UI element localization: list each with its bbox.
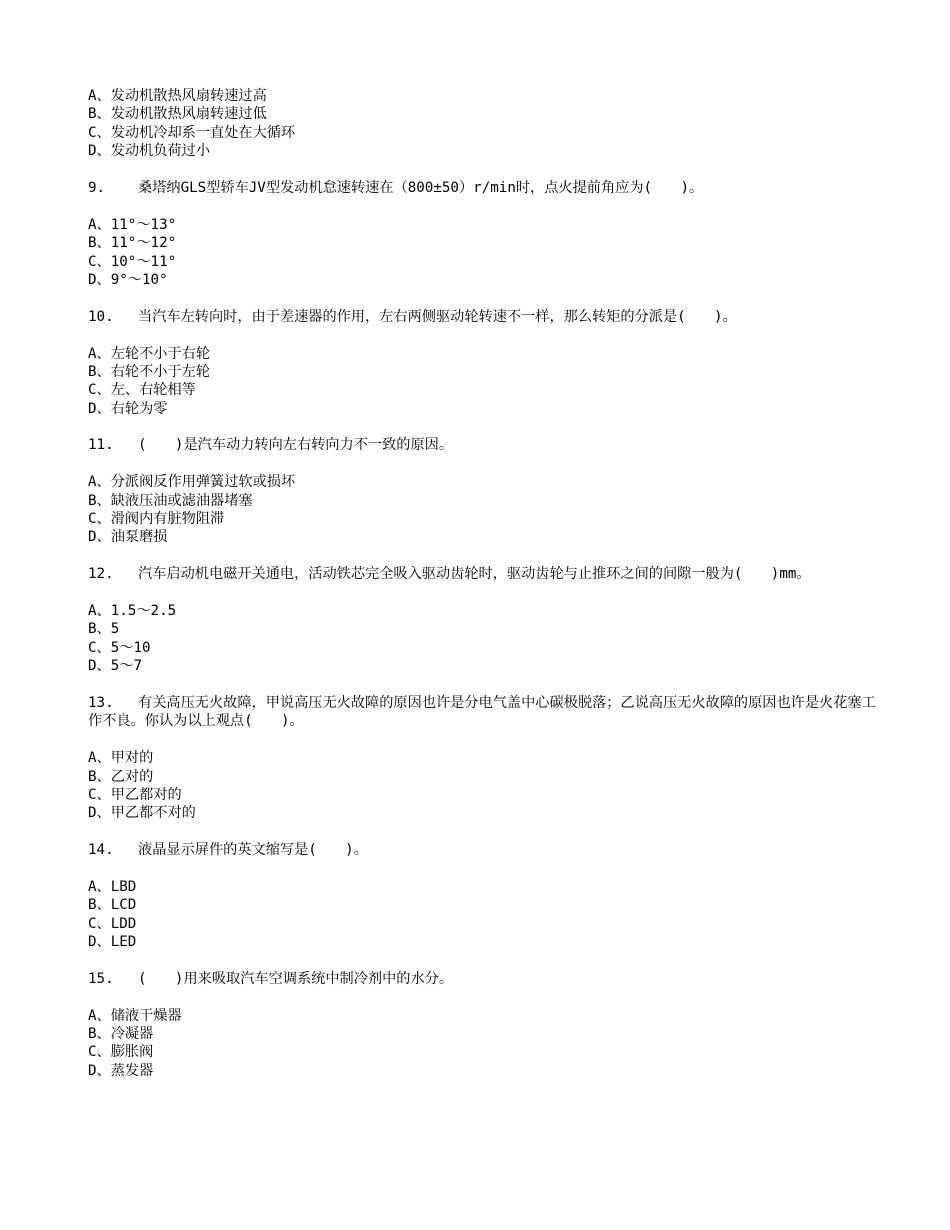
question-text: 汽车启动机电磁开关通电，活动铁芯完全吸入驱动齿轮时，驱动齿轮与止推环之间的间隙一般为( )mm。 (138, 566, 811, 583)
option-list (88, 473, 878, 547)
option-a: A、储液干燥器 (88, 1007, 182, 1024)
question-text: 有关高压无火故障，甲说高压无火故障的原因也许是分电气盖中心碳极脱落；乙说高压无火故障的原因也许是火花塞工 (138, 694, 876, 711)
option-b: B、乙对的 (88, 768, 154, 785)
question-text-continuation: 作不良。你认为以上观点( )。 (88, 713, 304, 730)
question-number: 13. (88, 694, 114, 711)
option-b: B、冷凝器 (88, 1026, 154, 1043)
option-c: C、10°～11° (88, 253, 177, 270)
option-a: A、分派阀反作用弹簧过软或损坏 (88, 474, 296, 491)
question-text: ( )用来吸取汽车空调系统中制冷剂中的水分。 (138, 970, 454, 987)
option-d: D、9°～10° (88, 271, 168, 288)
option-a: A、11°～13° (88, 216, 177, 233)
option-b: B、5 (88, 621, 120, 638)
question-text: ( )是汽车动力转向左右转向力不一致的原因。 (138, 437, 454, 454)
option-d: D、5～7 (88, 658, 142, 675)
question-number: 11. (88, 437, 114, 454)
option-list (88, 749, 878, 823)
option-d: D、油泵磨损 (88, 529, 168, 546)
question-15 (88, 970, 878, 988)
option-list (88, 345, 878, 419)
option-a: A、1.5～2.5 (88, 603, 177, 619)
option-a: A、左轮不小于右轮 (88, 345, 211, 362)
option-c: C、5～10 (88, 639, 151, 656)
question-9 (88, 179, 878, 197)
document-page (88, 87, 878, 1080)
question-number: 14. (88, 842, 114, 859)
question-13 (88, 694, 878, 712)
option-d: D、甲乙都不对的 (88, 805, 196, 822)
option-b: B、11°～12° (88, 235, 177, 252)
option-b: B、LCD (88, 897, 137, 914)
question-10 (88, 308, 878, 326)
question-12 (88, 565, 878, 583)
question-number: 9. (88, 179, 106, 196)
option-d: D、发动机负荷过小 (88, 143, 211, 160)
question-text: 当汽车左转向时，由于差速器的作用，左右两侧驱动轮转速不一样，那么转矩的分派是( )。 (138, 308, 737, 325)
option-d: D、蒸发器 (88, 1062, 154, 1079)
option-d: D、右轮为零 (88, 400, 168, 417)
question-number: 10. (88, 308, 114, 325)
option-d: D、LED (88, 934, 137, 951)
question-text: 桑塔纳GLS型轿车JV型发动机怠速转速在（800±50）r/min时，点火提前角应为( )。 (138, 179, 704, 196)
option-c: C、膨胀阀 (88, 1044, 154, 1061)
option-b: B、发动机散热风扇转速过低 (88, 106, 267, 123)
option-c: C、左、右轮相等 (88, 382, 196, 399)
option-c: C、发动机冷却系一直处在大循环 (88, 124, 296, 141)
option-a: A、发动机散热风扇转速过高 (88, 88, 267, 104)
option-list (88, 602, 878, 676)
option-a: A、LBD (88, 878, 137, 895)
option-list (88, 216, 878, 290)
option-list (88, 1007, 878, 1081)
question-text: 液晶显示屏件的英文缩写是( )。 (138, 842, 368, 859)
question-11 (88, 436, 878, 454)
option-list (88, 87, 878, 161)
option-a: A、甲对的 (88, 750, 154, 767)
option-c: C、LDD (88, 915, 137, 932)
option-c: C、甲乙都对的 (88, 786, 182, 803)
option-b: B、缺液压油或滤油器堵塞 (88, 492, 253, 509)
question-number: 15. (88, 970, 114, 987)
option-b: B、右轮不小于左轮 (88, 363, 211, 380)
question-number: 12. (88, 566, 114, 583)
question-14 (88, 841, 878, 859)
option-c: C、滑阀内有脏物阻滞 (88, 511, 225, 528)
option-list (88, 878, 878, 952)
